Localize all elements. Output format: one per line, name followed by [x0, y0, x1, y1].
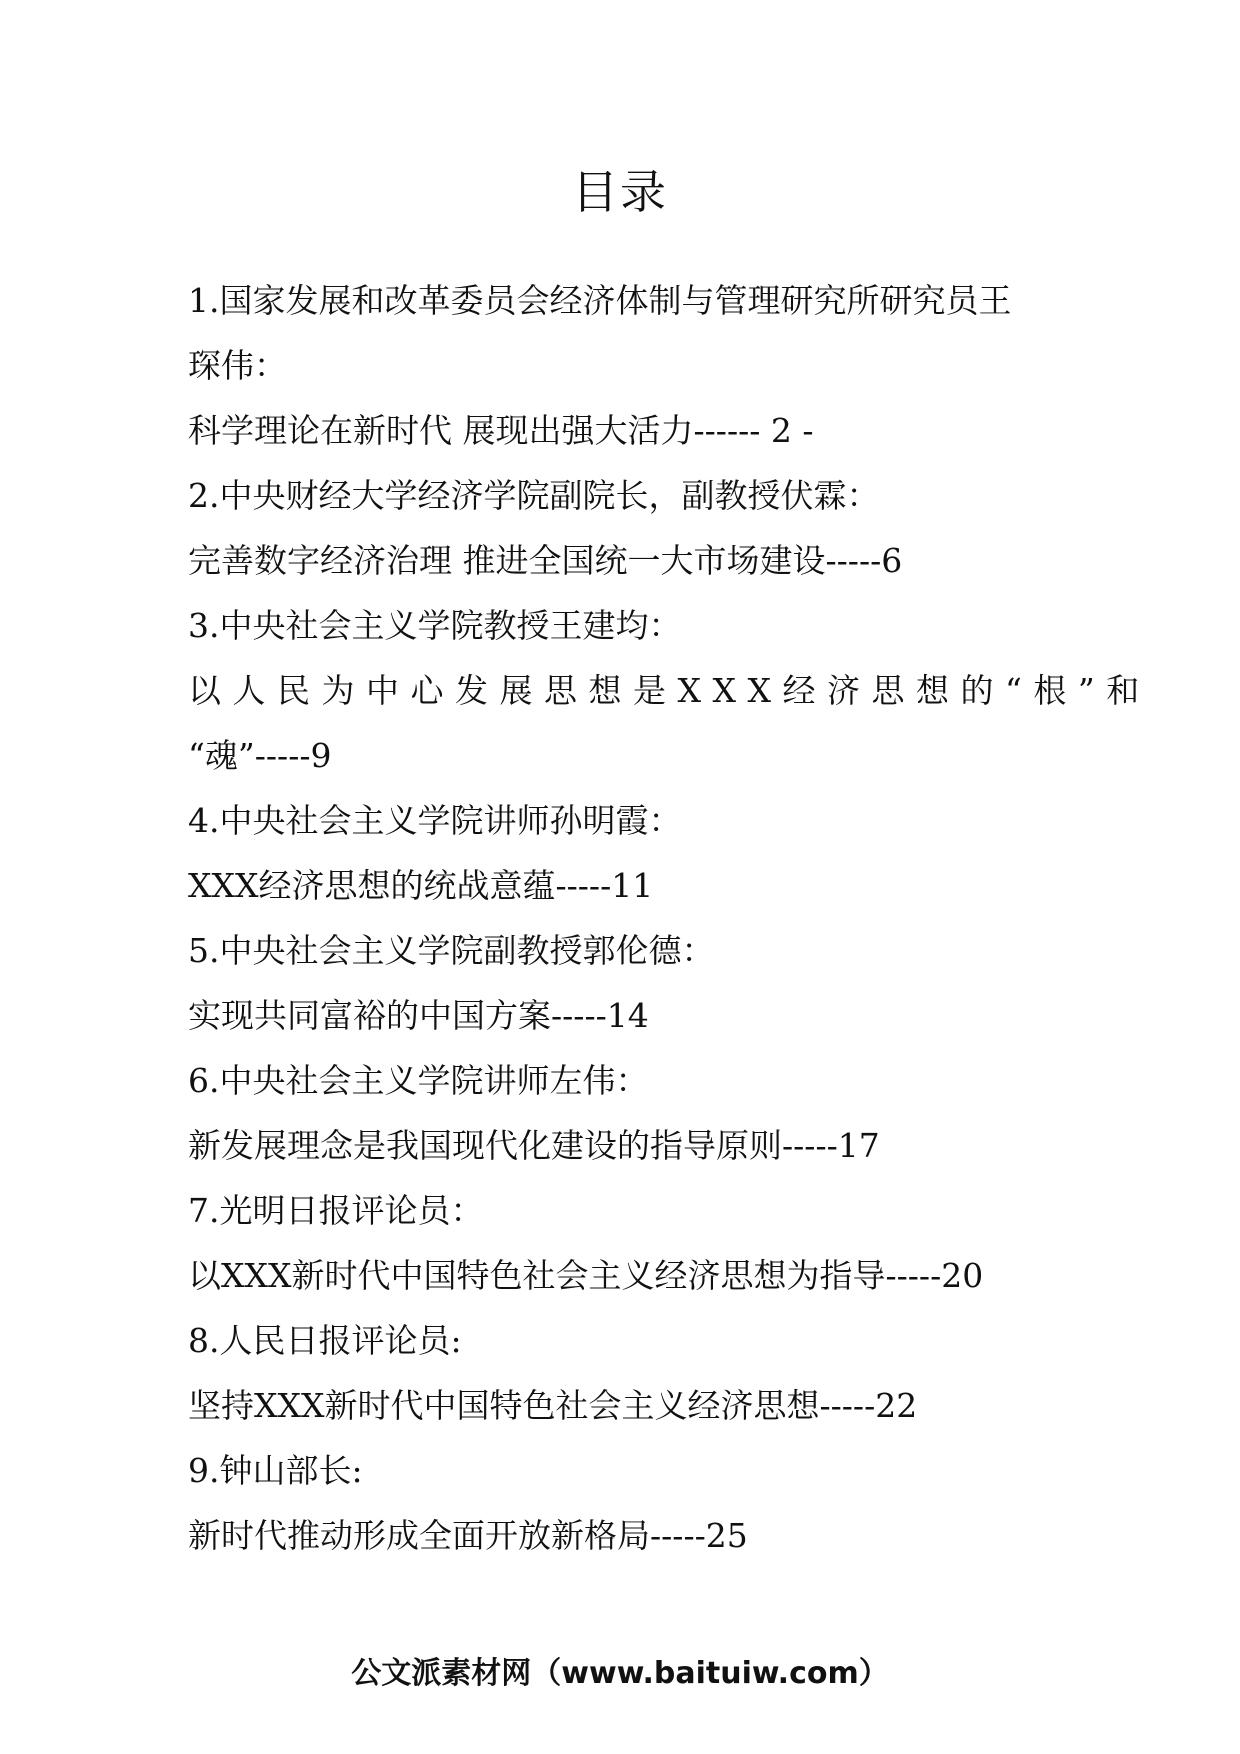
toc-entry-7-heading: 7.光明日报评论员： — [188, 1191, 484, 1230]
toc-entry-1-heading-line-2: 琛伟： — [188, 346, 287, 385]
toc-entry-4-article[interactable]: XXX经济思想的统战意蕴-----11 — [188, 866, 654, 905]
toc-entry-5-heading: 5.中央社会主义学院副教授郭伦德： — [188, 931, 715, 970]
toc-entry-3-heading: 3.中央社会主义学院教授王建均： — [188, 606, 682, 645]
toc-entry-9-article[interactable]: 新时代推动形成全面开放新格局-----25 — [188, 1516, 748, 1555]
toc-entry-7-article[interactable]: 以XXX新时代中国特色社会主义经济思想为指导-----20 — [188, 1256, 984, 1295]
toc-entry-8-article[interactable]: 坚持XXX新时代中国特色社会主义经济思想-----22 — [188, 1386, 918, 1425]
toc-entry-9-heading: 9.钟山部长: — [188, 1451, 363, 1490]
toc-entry-8-heading: 8.人民日报评论员: — [188, 1321, 462, 1360]
toc-entry-2-heading: 2.中央财经大学经济学院副院长，副教授伏霖： — [188, 476, 880, 515]
toc-entry-5-article[interactable]: 实现共同富裕的中国方案-----14 — [188, 996, 649, 1035]
toc-entry-3-article-line-1[interactable]: 以人民为中心发展思想是XXX经济思想的“根”和 — [188, 671, 1151, 710]
toc-entry-6-article[interactable]: 新发展理念是我国现代化建设的指导原则-----17 — [188, 1126, 880, 1165]
toc-entry-3-article-line-2[interactable]: “魂”-----9 — [188, 736, 332, 775]
footer-watermark: 公文派素材网（www.baituiw.com） — [351, 1656, 889, 1691]
table-of-contents — [188, 268, 1151, 1568]
toc-entry-2-article[interactable]: 完善数字经济治理 推进全国统一大市场建设-----6 — [188, 541, 903, 580]
toc-entry-6-heading: 6.中央社会主义学院讲师左伟： — [188, 1061, 649, 1100]
toc-entry-4-heading: 4.中央社会主义学院讲师孙明霞： — [188, 801, 682, 840]
page-title: 目录 — [572, 165, 668, 219]
toc-entry-1-heading-line-1: 1.国家发展和改革委员会经济体制与管理研究所研究员王 — [188, 281, 1012, 320]
toc-entry-1-article[interactable]: 科学理论在新时代 展现出强大活力------ 2 - — [188, 411, 814, 450]
